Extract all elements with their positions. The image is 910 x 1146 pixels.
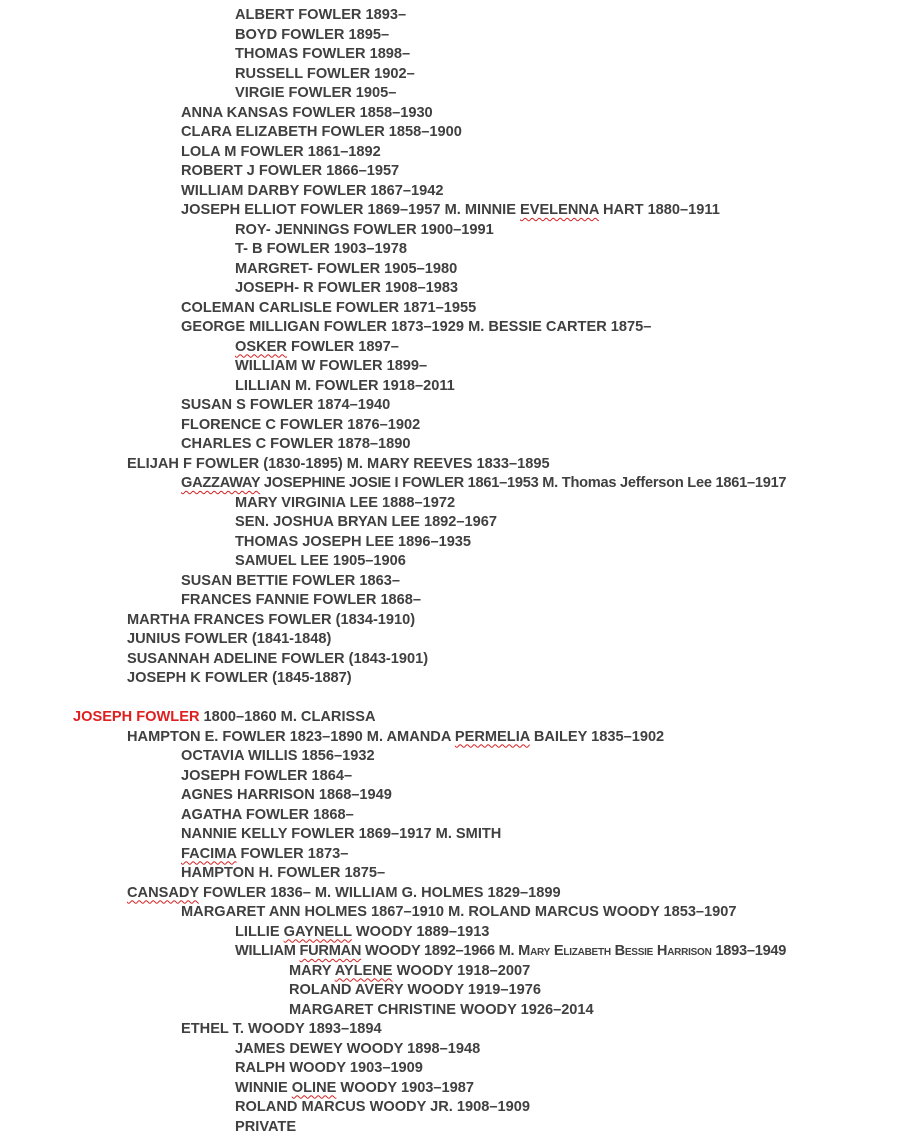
entry-text: MARGRET- FOWLER 1905–1980 bbox=[235, 260, 458, 277]
genealogy-entry-level-3 bbox=[0, 26, 910, 46]
entry-text: JOSEPH- R FOWLER 1908–1983 bbox=[235, 280, 459, 296]
entry-text: FOWLER 1897– bbox=[286, 338, 399, 355]
genealogy-entry-level-2 bbox=[0, 1020, 910, 1040]
entry-text: SUSANNAH ADELINE FOWLER (1843-1901) bbox=[127, 650, 429, 667]
genealogy-entry-level-3 bbox=[0, 357, 910, 377]
entry-text: CLARA ELIZABETH FOWLER 1858–1900 bbox=[181, 124, 462, 140]
genealogy-entry-level-1 bbox=[0, 455, 910, 475]
entry-text: WOODY 1903–1987 bbox=[336, 1079, 475, 1096]
entry-text: WOODY 1889–1913 bbox=[351, 923, 490, 940]
genealogy-entry-level-2 bbox=[0, 201, 910, 221]
genealogy-entry-level-3 bbox=[0, 942, 910, 962]
entry-text: OCTAVIA WILLIS 1856–1932 bbox=[181, 748, 375, 764]
genealogy-entry-level-0 bbox=[0, 708, 910, 728]
genealogy-entry-level-2 bbox=[0, 182, 910, 202]
entry-text: ANNA KANSAS FOWLER 1858–1930 bbox=[181, 104, 433, 121]
genealogy-entry-level-2 bbox=[0, 806, 910, 826]
genealogy-entry-level-2 bbox=[0, 786, 910, 806]
entry-text: FLORENCE C FOWLER 1876–1902 bbox=[181, 416, 421, 433]
entry-text: JAMES DEWEY WOODY 1898–1948 bbox=[235, 1040, 481, 1057]
genealogy-entry-level-3 bbox=[0, 84, 910, 104]
entry-text: FRANCES FANNIE FOWLER 1868– bbox=[181, 592, 422, 608]
genealogy-entry-level-3 bbox=[0, 923, 910, 943]
entry-text: JOSEPH FOWLER 1864– bbox=[181, 767, 353, 784]
entry-text: VIRGIE FOWLER 1905– bbox=[235, 85, 397, 101]
entry-text: ALBERT FOWLER 1893– bbox=[235, 7, 407, 23]
entry-text: JOSEPH K FOWLER (1845-1887) bbox=[127, 670, 352, 686]
genealogy-entry-level-3 bbox=[0, 279, 910, 299]
genealogy-entry-level-2 bbox=[0, 435, 910, 455]
genealogy-entry-level-3 bbox=[0, 552, 910, 572]
spellcheck-flagged-word: EVELENNA bbox=[519, 202, 599, 218]
genealogy-entry-level-1 bbox=[0, 728, 910, 748]
entry-text: MARY bbox=[289, 962, 335, 979]
genealogy-entry-level-3 bbox=[0, 1118, 910, 1138]
genealogy-entry-level-3 bbox=[0, 6, 910, 26]
genealogy-entry-level-1 bbox=[0, 611, 910, 631]
genealogy-entry-level-2 bbox=[0, 591, 910, 611]
entry-text: SEN. JOSHUA BRYAN LEE 1892–1967 bbox=[235, 514, 497, 530]
entry-text: WOODY 1892–1966 M. bbox=[361, 943, 519, 959]
entry-text: ELIJAH F FOWLER (1830-1895) M. MARY REEVES 1833–1895 bbox=[127, 455, 550, 472]
genealogy-entry-level-2 bbox=[0, 416, 910, 436]
genealogy-entry-level-1 bbox=[0, 884, 910, 904]
entry-text: WILLIAM bbox=[235, 943, 300, 959]
entry-text: HAMPTON H. FOWLER 1875– bbox=[181, 865, 386, 881]
entry-text: WILLIAM DARBY FOWLER 1867–1942 bbox=[181, 182, 444, 199]
entry-text: ETHEL T. WOODY 1893–1894 bbox=[181, 1021, 382, 1037]
genealogy-entry-level-2 bbox=[0, 104, 910, 124]
entry-text: MARY VIRGINIA LEE 1888–1972 bbox=[235, 494, 456, 511]
entry-text: MARGARET ANN HOLMES 1867–1910 M. ROLAND MARCUS WOODY 1853–1907 bbox=[181, 904, 737, 920]
entry-text: ROBERT J FOWLER 1866–1957 bbox=[181, 163, 400, 179]
genealogy-entry-level-2 bbox=[0, 299, 910, 319]
entry-text: JOSEPHINE JOSIE I FOWLER 1861–1953 M. Thomas Jefferson Lee 1861–1917 bbox=[260, 475, 787, 491]
genealogy-entry-level-3 bbox=[0, 45, 910, 65]
genealogy-entry-level-2 bbox=[0, 143, 910, 163]
genealogy-entry-level-4 bbox=[0, 981, 910, 1001]
genealogy-document bbox=[0, 6, 910, 1137]
spellcheck-flagged-word: CANSADY bbox=[127, 884, 199, 901]
genealogy-entry-level-2 bbox=[0, 123, 910, 143]
entry-text: JOSEPH ELLIOT FOWLER 1869–1957 M. MINNIE bbox=[181, 202, 520, 218]
genealogy-entry-level-3 bbox=[0, 1040, 910, 1060]
genealogy-entry-level-3 bbox=[0, 533, 910, 553]
entry-text: LILLIE bbox=[235, 923, 284, 940]
spellcheck-flagged-word: GAYNELL bbox=[283, 923, 352, 940]
entry-text: SAMUEL LEE 1905–1906 bbox=[235, 553, 406, 569]
genealogy-entry-level-3 bbox=[0, 1059, 910, 1079]
entry-text: 1893–1949 bbox=[711, 943, 787, 959]
entry-text: WOODY 1918–2007 bbox=[392, 962, 531, 979]
entry-text: MARTHA FRANCES FOWLER (1834-1910) bbox=[127, 611, 416, 628]
spellcheck-flagged-word: OLINE bbox=[291, 1079, 337, 1096]
entry-text: COLEMAN CARLISLE FOWLER 1871–1955 bbox=[181, 299, 477, 316]
genealogy-entry-level-3 bbox=[0, 513, 910, 533]
genealogy-entry-level-2 bbox=[0, 396, 910, 416]
entry-text: BAILEY 1835–1902 bbox=[529, 728, 665, 745]
genealogy-entry-level-2 bbox=[0, 767, 910, 787]
spellcheck-flagged-word: OSKER bbox=[235, 338, 287, 355]
genealogy-entry-level-1 bbox=[0, 669, 910, 689]
entry-text: THOMAS FOWLER 1898– bbox=[235, 46, 411, 62]
genealogy-entry-level-2 bbox=[0, 825, 910, 845]
genealogy-entry-level-2 bbox=[0, 318, 910, 338]
genealogy-entry-level-4 bbox=[0, 1001, 910, 1021]
genealogy-entry-level-2 bbox=[0, 572, 910, 592]
entry-text: PRIVATE bbox=[235, 1118, 297, 1135]
spellcheck-flagged-word: PERMELIA bbox=[454, 728, 530, 745]
genealogy-entry-level-4 bbox=[0, 962, 910, 982]
entry-text: FOWLER 1836– M. WILLIAM G. HOLMES 1829–1899 bbox=[198, 884, 561, 901]
entry-text: ROLAND MARCUS WOODY JR. 1908–1909 bbox=[235, 1099, 530, 1115]
genealogy-entry-level-3 bbox=[0, 1079, 910, 1099]
entry-text: FOWLER 1873– bbox=[236, 845, 349, 862]
genealogy-entry-level-3 bbox=[0, 338, 910, 358]
entry-text: LILLIAN M. FOWLER 1918–2011 bbox=[235, 377, 455, 394]
spellcheck-flagged-word: FURMAN bbox=[299, 943, 362, 959]
genealogy-entry-level-3 bbox=[0, 221, 910, 241]
entry-text: SUSAN S FOWLER 1874–1940 bbox=[181, 397, 391, 413]
genealogy-entry-level-2 bbox=[0, 474, 910, 494]
entry-text: JUNIUS FOWLER (1841-1848) bbox=[127, 631, 332, 647]
entry-text: RUSSELL FOWLER 1902– bbox=[235, 65, 415, 82]
entry-text: NANNIE KELLY FOWLER 1869–1917 M. SMITH bbox=[181, 826, 502, 842]
highlighted-ancestor-name: JOSEPH FOWLER bbox=[73, 709, 200, 725]
entry-text: MARGARET CHRISTINE WOODY 1926–2014 bbox=[289, 1001, 594, 1018]
spellcheck-flagged-word: AYLENE bbox=[334, 962, 393, 979]
entry-text: AGNES HARRISON 1868–1949 bbox=[181, 787, 392, 803]
entry-text: HART 1880–1911 bbox=[598, 202, 720, 218]
entry-text: WILLIAM W FOWLER 1899– bbox=[235, 358, 428, 374]
spellcheck-flagged-word: GAZZAWAY bbox=[181, 475, 261, 491]
entry-text: CHARLES C FOWLER 1878–1890 bbox=[181, 436, 411, 452]
genealogy-entry-level-3 bbox=[0, 65, 910, 85]
genealogy-entry-level-3 bbox=[0, 494, 910, 514]
genealogy-entry-level-1 bbox=[0, 650, 910, 670]
entry-text: ROY- JENNINGS FOWLER 1900–1991 bbox=[235, 221, 494, 238]
small-caps-name: Mary Elizabeth Bessie Harrison bbox=[518, 943, 712, 959]
entry-text: WINNIE bbox=[235, 1079, 292, 1096]
genealogy-entry-level-2 bbox=[0, 864, 910, 884]
entry-text: HAMPTON E. FOWLER 1823–1890 M. AMANDA bbox=[127, 728, 455, 745]
genealogy-entry-level-3 bbox=[0, 1098, 910, 1118]
genealogy-entry-level-3 bbox=[0, 240, 910, 260]
genealogy-entry-level-3 bbox=[0, 377, 910, 397]
genealogy-entry-level-3 bbox=[0, 260, 910, 280]
entry-text: LOLA M FOWLER 1861–1892 bbox=[181, 143, 381, 160]
entry-text: 1800–1860 M. CLARISSA bbox=[199, 709, 376, 725]
entry-text: AGATHA FOWLER 1868– bbox=[181, 806, 354, 823]
entry-text: THOMAS JOSEPH LEE 1896–1935 bbox=[235, 533, 472, 550]
entry-text: T- B FOWLER 1903–1978 bbox=[235, 241, 407, 257]
genealogy-entry-level-2 bbox=[0, 845, 910, 865]
genealogy-entry-level-2 bbox=[0, 903, 910, 923]
blank-line bbox=[0, 689, 910, 709]
entry-text: ROLAND AVERY WOODY 1919–1976 bbox=[289, 982, 541, 998]
entry-text: RALPH WOODY 1903–1909 bbox=[235, 1060, 423, 1076]
genealogy-entry-level-2 bbox=[0, 747, 910, 767]
genealogy-entry-level-1 bbox=[0, 630, 910, 650]
entry-text: SUSAN BETTIE FOWLER 1863– bbox=[181, 572, 400, 589]
entry-text: BOYD FOWLER 1895– bbox=[235, 26, 390, 43]
genealogy-entry-level-2 bbox=[0, 162, 910, 182]
entry-text: GEORGE MILLIGAN FOWLER 1873–1929 M. BESSIE CARTER 1875– bbox=[181, 319, 652, 335]
spellcheck-flagged-word: FACIMA bbox=[181, 845, 237, 862]
